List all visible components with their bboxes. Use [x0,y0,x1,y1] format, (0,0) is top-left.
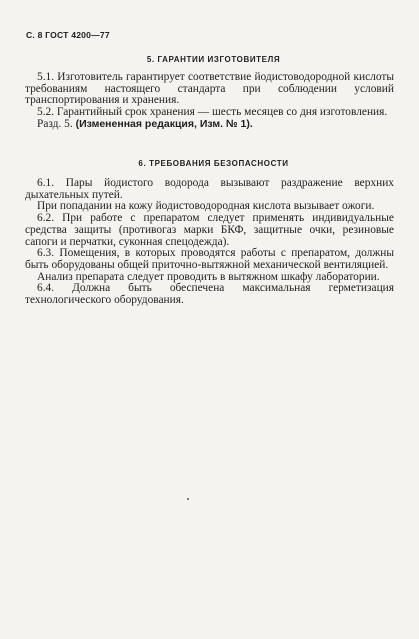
paragraph-5-2: 5.2. Гарантийный срок хранения — шесть месяцев со дня изготовления. [37,106,388,119]
running-header: С. 8 ГОСТ 4200—77 [26,30,110,40]
amendment-prefix: Разд. 5. [37,117,76,130]
paragraph-6-3: 6.3. Помещения, в которых проводятся работы с препаратом, должны быть оборудованы общей приточно-вытяжной механической вентиляцией. [25,247,394,271]
paragraph-6-4: 6.4. Должна быть обеспечена максимальная герметизация технологического оборудования. [25,282,394,307]
section-6-heading: 6. ТРЕБОВАНИЯ БЕЗОПАСНОСТИ [138,159,289,168]
section-5-body [25,72,394,131]
amendment-reference: (Измененная редакция, Изм. № 1). [75,117,253,130]
paragraph-5-1: 5.1. Изготовитель гарантирует соответствие йодистоводородной кислоты требованиям настоящего стандарта при соблюдении условий транспортирования и хранения. [25,71,394,107]
section-5-heading: 5. ГАРАНТИИ ИЗГОТОВИТЕЛЯ [146,55,281,64]
paragraph-6-1: 6.1. Пары йодистого водорода вызывают раздражение верхних дыхательных путей. [25,177,394,201]
amendment-note [25,119,394,131]
page-dot-mark [187,498,189,500]
paragraph-6-1-cont: При попадании на кожу йодистоводородная кислота вызывает ожоги. [37,200,375,213]
paragraph-6-3-cont: Анализ препарата следует проводить в вытяжном шкафу лаборатории. [37,270,380,283]
section-6-body [25,178,394,307]
paragraph-6-2: 6.2. При работе с препаратом следует применять индивидуальные средства защиты (противогаз марки БКФ, защитные очки, резиновые сапоги и перчатки, суконная спецодежда). [25,212,394,248]
